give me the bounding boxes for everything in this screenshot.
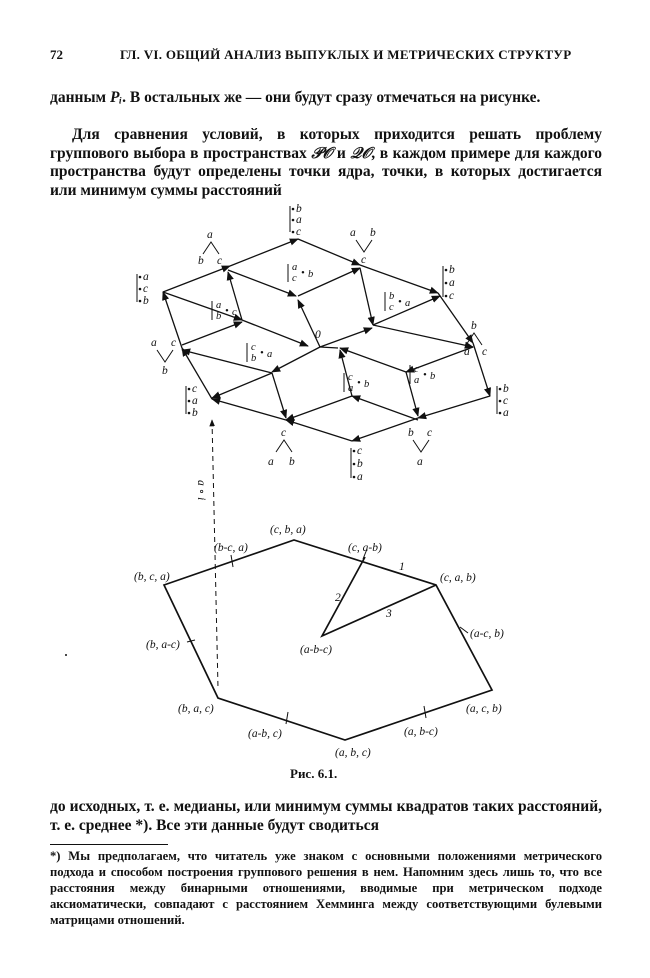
edge: [298, 239, 360, 265]
letter: a: [503, 407, 509, 419]
running-head: ГЛ. VI. ОБЩИЙ АНАЛИЗ ВЫПУКЛЫХ И МЕТРИЧЕСКИХ СТРУКТУР: [120, 47, 572, 62]
letter: a: [143, 271, 149, 283]
lattice-diagram: [137, 203, 509, 483]
letter: c: [143, 283, 149, 295]
letter: a: [449, 277, 455, 289]
letter: b: [162, 365, 168, 377]
p2-part-b: , в каждом примере для каждого пространства будут определены точки ядра, точки, в которых достигается или минимум суммы расстояний: [50, 144, 602, 199]
edge: [163, 266, 230, 292]
vertex-label: (a-c, b): [470, 628, 504, 640]
dot-sep: •: [301, 268, 305, 279]
letter: a: [357, 471, 363, 483]
projection-label: a ∘ i: [195, 480, 207, 501]
edge: [272, 373, 286, 418]
dot-sep: •: [260, 348, 264, 359]
space-po: 𝒫𝒪: [311, 144, 333, 162]
letter: c: [171, 337, 177, 349]
letter: a: [268, 456, 274, 468]
edge: [418, 396, 490, 418]
vertex-label: (b, c, a): [134, 571, 170, 583]
letter: a: [292, 262, 298, 273]
edge: [212, 399, 286, 420]
edge: [320, 328, 372, 347]
page-number: 72: [50, 47, 63, 62]
p2-and: и: [332, 144, 351, 162]
letter: c: [357, 445, 363, 457]
vertex-label: (c, b, a): [270, 524, 306, 536]
space-qo: 𝒬𝒪: [350, 144, 372, 162]
letter: b: [503, 383, 509, 395]
vertex-label: (b, a-c): [146, 639, 180, 651]
letter: a: [151, 337, 157, 349]
letter: c: [292, 273, 297, 284]
letter: b: [408, 427, 414, 439]
edge: [228, 270, 296, 296]
edge: [373, 325, 473, 347]
edge: [163, 292, 242, 320]
vertex-label: (c, a, b): [440, 572, 476, 584]
dot-sep: •: [423, 370, 427, 381]
letter: b: [389, 291, 395, 302]
vertex-label: (a, b-c): [404, 726, 438, 738]
tree-mark: [413, 440, 429, 452]
edge: [182, 350, 272, 373]
side-label: 3: [386, 608, 392, 620]
vertex-label: (a, b, c): [335, 747, 371, 759]
letter: b: [192, 407, 198, 419]
projection-dashed-line: [212, 420, 218, 688]
vertex-label: (b-c, a): [214, 542, 248, 554]
footnote-rule: [50, 844, 168, 845]
letter: b: [430, 371, 436, 382]
letter: a: [296, 214, 302, 226]
letter: b: [370, 227, 376, 239]
edge: [286, 396, 352, 420]
edge: [272, 347, 320, 372]
letter: a: [417, 456, 423, 468]
side-label: 1: [399, 561, 405, 573]
p1-prefix: данным: [50, 89, 110, 106]
letter: b: [289, 456, 295, 468]
tree-mark: [466, 333, 482, 345]
letter: a: [207, 229, 213, 241]
vertex-label: (a, c, b): [466, 703, 502, 715]
edge: [340, 348, 406, 372]
side-label: 2: [335, 592, 341, 604]
tree-mark: [356, 240, 372, 252]
vertex-label: (a-b-c): [300, 644, 332, 656]
p1-suffix: . В остальных же — они будут сразу отмечаться на рисунке.: [122, 89, 541, 106]
vertex-label: (c, a-b): [348, 542, 382, 554]
letter: c: [348, 372, 353, 383]
edge: [320, 347, 338, 348]
letter: c: [361, 254, 367, 266]
vertex-label: (a-b, c): [248, 728, 282, 740]
letter: c: [296, 226, 302, 238]
letter: b: [216, 311, 222, 322]
figure-caption: Рис. 6.1.: [290, 766, 338, 781]
edge: [438, 293, 473, 343]
tree-mark: [157, 350, 173, 362]
p1-variable: Pᵢ: [110, 89, 123, 106]
paragraph-3: до исходных, т. е. медианы, или минимум суммы квадратов таких расстояний, т. е. среднее *). Все эти данные будут сводиться: [50, 798, 602, 834]
letter: b: [198, 255, 204, 267]
footnote: *) Мы предполагаем, что читатель уже знаком с основными положениями метрического подхода и способом построения группового решения в нем. Напомним здесь лишь то, что все расстояния между бинарными отношениями, вводимые при метрическом подходе аксиоматически, совпадают с расстоянием Хемминга между соответствующими булевыми матрицами отношений.: [50, 849, 602, 927]
vertex-label: (b, a, c): [178, 703, 214, 715]
letter: b: [308, 269, 314, 280]
tree-mark: [276, 440, 292, 452]
letter: c: [449, 290, 455, 302]
letter: a: [267, 349, 273, 360]
dot-sep: •: [357, 378, 361, 389]
letter: c: [192, 383, 198, 395]
edge: [352, 396, 418, 420]
letter: c: [427, 427, 433, 439]
edge: [182, 322, 242, 345]
letter: c: [251, 342, 256, 353]
letter: c: [503, 395, 509, 407]
letter: b: [471, 320, 477, 332]
p2-part-a: Для сравнения условий, в которых приходится решать проблему группового выбора в пространствах: [50, 126, 602, 162]
letter: b: [296, 203, 302, 215]
letter: a: [405, 298, 411, 309]
letter: c: [281, 427, 287, 439]
edge: [230, 239, 298, 266]
letter: a: [216, 300, 222, 311]
edge: [360, 265, 438, 293]
letter: b: [449, 264, 455, 276]
origin-label: 0: [315, 329, 321, 341]
letter: b: [364, 379, 370, 390]
letter: c: [414, 364, 419, 375]
dot-sep: •: [398, 297, 402, 308]
letter: a: [350, 227, 356, 239]
edge: [360, 268, 373, 325]
tick: [286, 712, 288, 724]
letter: a: [414, 375, 420, 386]
edge: [286, 420, 352, 441]
letter: a: [192, 395, 198, 407]
tree-mark: [203, 242, 219, 254]
letter: b: [143, 295, 149, 307]
speck: [65, 654, 67, 656]
letter: a: [464, 346, 470, 358]
edge: [212, 373, 272, 398]
letter: c: [217, 255, 223, 267]
letter: b: [251, 353, 257, 364]
dot-sep: •: [225, 306, 229, 317]
letter: b: [357, 458, 363, 470]
letter: c: [389, 302, 394, 313]
letter: c: [232, 307, 237, 318]
letter: c: [482, 346, 488, 358]
letter: a: [348, 383, 354, 394]
